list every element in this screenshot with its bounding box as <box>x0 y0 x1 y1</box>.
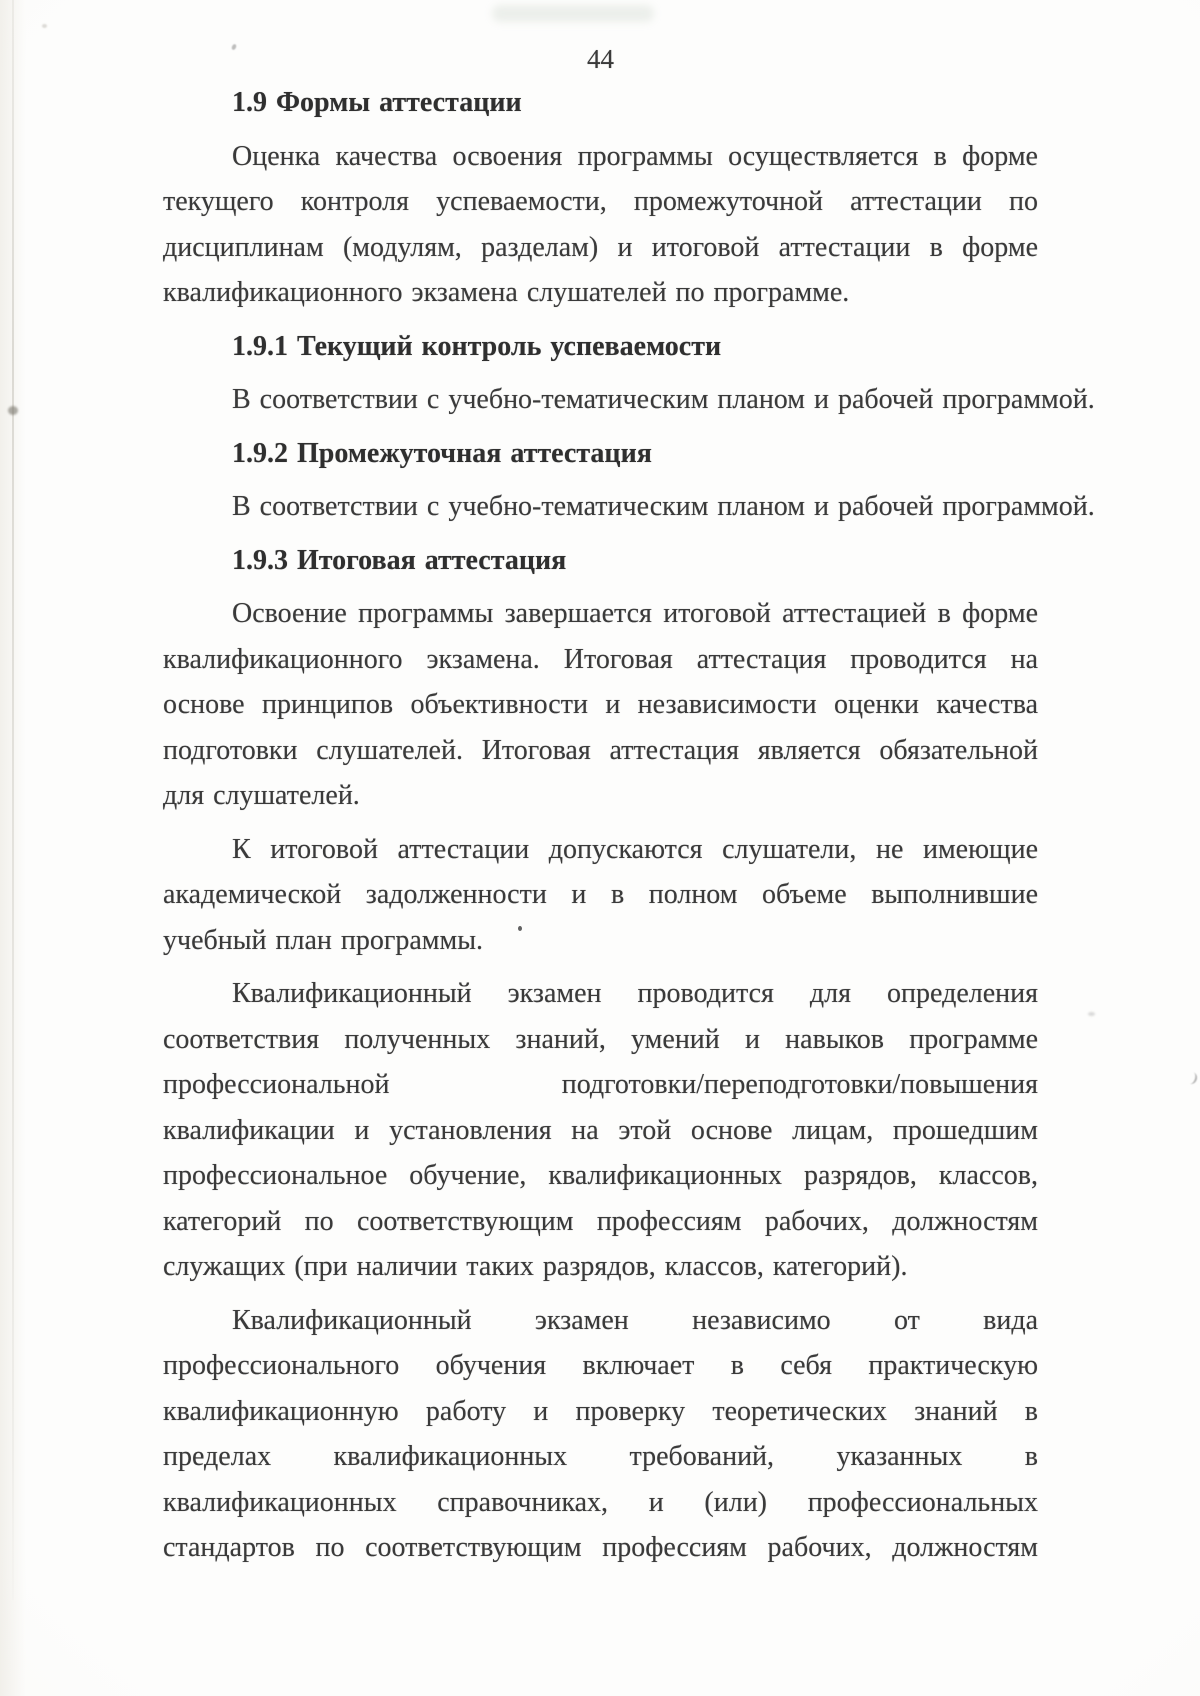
paragraph-assessment-forms: Оценка качества освоения программы осуществляется в форме текущего контроля успеваемости, промежуточной аттестации по дисциплинам (модулям, разделам) и итоговой аттестации в форме квалификационного экзамена слушателей по программе. <box>163 140 1038 308</box>
page-content <box>163 42 1095 1579</box>
paragraph-final-attestation: Освоение программы завершается итоговой аттестацией в форме квалификационного экзамена. Итоговая аттестация проводится на основе принципов объективности и независимости оценки качества подготовки слушателей. Итоговая аттестация является обязательной для слушателей. <box>163 598 1038 811</box>
section-heading-1-9-2: 1.9.2 Промежуточная аттестация <box>232 437 652 469</box>
paragraph-qualification-exam-contents: Квалификационный экзамен независимо от вида профессионального обучения включает в себя практическую квалификационную работу и проверку теоретических знаний в пределах квалификационных требований, указанных в квалификационных справочниках, и (или) профессиональных стандартов по соответствующим профессиям рабочих, должностям <box>163 1304 1038 1563</box>
section-heading-1-9-3: 1.9.3 Итоговая аттестация <box>232 544 567 576</box>
scan-speck <box>1184 1071 1198 1086</box>
page-number: 44 <box>587 44 614 74</box>
scan-ghost-mark <box>492 5 654 22</box>
paragraph-qualification-exam-purpose: Квалификационный экзамен проводится для определения соответствия полученных знаний, умений и навыков программе профессиональной подготовки/переподготовки/повышения квалификации и установления на этой основе лицам, прошедшим профессиональное обучение, квалификационных разрядов, классов, категорий по соответствующим профессиям рабочих, должностям служащих (при наличии таких разрядов, классов, категорий). <box>163 978 1038 1282</box>
scan-speck <box>1088 1012 1095 1016</box>
paragraph-current-control: В соответствии с учебно-тематическим планом и рабочей программой. <box>232 384 1095 415</box>
scan-speck <box>42 24 47 28</box>
scan-speck <box>8 406 18 415</box>
paragraph-interim-attestation: В соответствии с учебно-тематическим планом и рабочей программой. <box>232 491 1095 522</box>
paragraph-admission: К итоговой аттестации допускаются слушатели, не имеющие академической задолженности и в полном объеме выполнившие учебный план программы. <box>163 833 1038 956</box>
page-edge-line <box>12 0 14 1600</box>
section-heading-1-9: 1.9 Формы аттестации <box>232 87 522 118</box>
section-heading-1-9-1: 1.9.1 Текущий контроль успеваемости <box>232 330 722 362</box>
